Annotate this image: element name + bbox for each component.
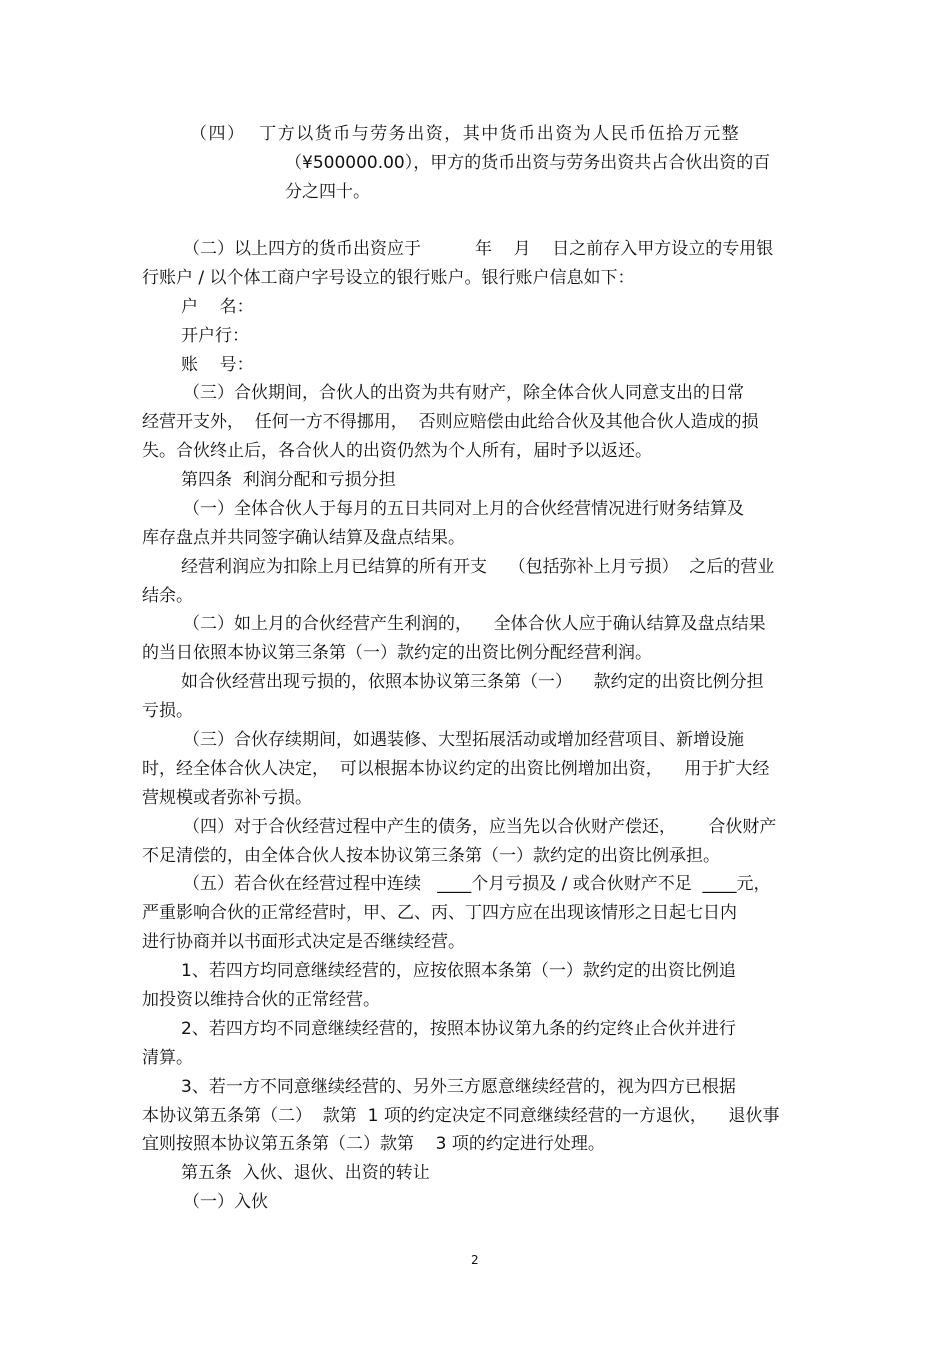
text-line: 经营开支外， 任何一方不得挪用， 否则应赔偿由此给合伙及其他合伙人造成的损 (142, 412, 759, 432)
section-heading: 第五条 入伙、退伙、出资的转让 (181, 1163, 430, 1183)
text-line: 进行协商并以书面形式决定是否继续经营。 (142, 932, 465, 952)
text-line: 2、若四方均不同意继续经营的，按照本协议第九条的约定终止合伙并进行 (181, 1019, 736, 1039)
section-heading: 第四条 利润分配和亏损分担 (181, 470, 396, 490)
text-line: 失。合伙终止后，各合伙人的出资仍然为个人所有，届时予以返还。 (142, 441, 652, 461)
text-line: （三）合伙期间，合伙人的出资为共有财产，除全体合伙人同意支出的日常 (183, 383, 744, 403)
page-number: 2 (471, 1253, 479, 1267)
text-line: 本协议第五条第（二） 款第 1 项的约定决定不同意继续经营的一方退伙， 退伙事 (142, 1106, 780, 1126)
text-line: 库存盘点并共同签字确认结算及盘点结果。 (142, 528, 465, 548)
text-line: 3、若一方不同意继续经营的、另外三方愿意继续经营的，视为四方已根据 (181, 1077, 736, 1097)
text-line: （二）以上四方的货币出资应于 年 月 日之前存入甲方设立的专用银 (183, 239, 774, 259)
text-line: （四）对于合伙经营过程中产生的债务，应当先以合伙财产偿还， 合伙财产 (183, 817, 777, 837)
text-line: 清算。 (142, 1048, 193, 1068)
text-line: 开户行： (181, 326, 249, 346)
text-line: （五）若合伙在经营过程中连续 ____个月亏损及 / 或合伙财产不足 ____元， (183, 874, 771, 894)
text-line: （一）全体合伙人于每月的五日共同对上月的合伙经营情况进行财务结算及 (183, 499, 744, 519)
text-line: （¥500000.00），甲方的货币出资与劳务出资共占合伙出资的百 (285, 153, 771, 173)
text-line: 宜则按照本协议第五条第（二）款第 3 项的约定进行处理。 (142, 1134, 605, 1154)
text-line: 结余。 (142, 586, 193, 606)
text-line: （四） 丁方以货币与劳务出资，其中货币出资为人民币伍拾万元整 (190, 124, 741, 144)
text-line: 1、若四方均同意继续经营的，应按依照本条第（一）款约定的出资比例追 (181, 961, 736, 981)
text-line: 如合伙经营出现亏损的，依照本协议第三条第（一） 款约定的出资比例分担 (181, 672, 764, 692)
text-line: 行账户 / 以个体工商户字号设立的银行账户。银行账户信息如下： (142, 268, 635, 288)
text-line: 账 号： (181, 355, 254, 375)
text-line: 营规模或者弥补亏损。 (142, 788, 312, 808)
text-line: 户 名： (181, 297, 254, 317)
text-line: 严重影响合伙的正常经营时，甲、乙、丙、丁四方应在出现该情形之日起七日内 (142, 903, 737, 923)
text-line: （一）入伙 (183, 1192, 268, 1212)
text-line: 分之四十。 (285, 182, 370, 202)
text-line: 的当日依照本协议第三条第（一）款约定的出资比例分配经营利润。 (142, 643, 652, 663)
text-line: 经营利润应为扣除上月已结算的所有开支 （包括弥补上月亏损） 之后的营业 (181, 557, 775, 577)
text-line: （二）如上月的合伙经营产生利润的， 全体合伙人应于确认结算及盘点结果 (183, 614, 766, 634)
text-line: 亏损。 (142, 701, 193, 721)
text-line: 加投资以维持合伙的正常经营。 (142, 990, 380, 1010)
text-line: 不足清偿的，由全体合伙人按本协议第三条第（一）款约定的出资比例承担。 (142, 846, 720, 866)
text-line: 时，经全体合伙人决定， 可以根据本协议约定的出资比例增加出资， 用于扩大经 (142, 759, 770, 779)
text-line: （三）合伙存续期间，如遇装修、大型拓展活动或增加经营项目、新增设施 (183, 730, 744, 750)
